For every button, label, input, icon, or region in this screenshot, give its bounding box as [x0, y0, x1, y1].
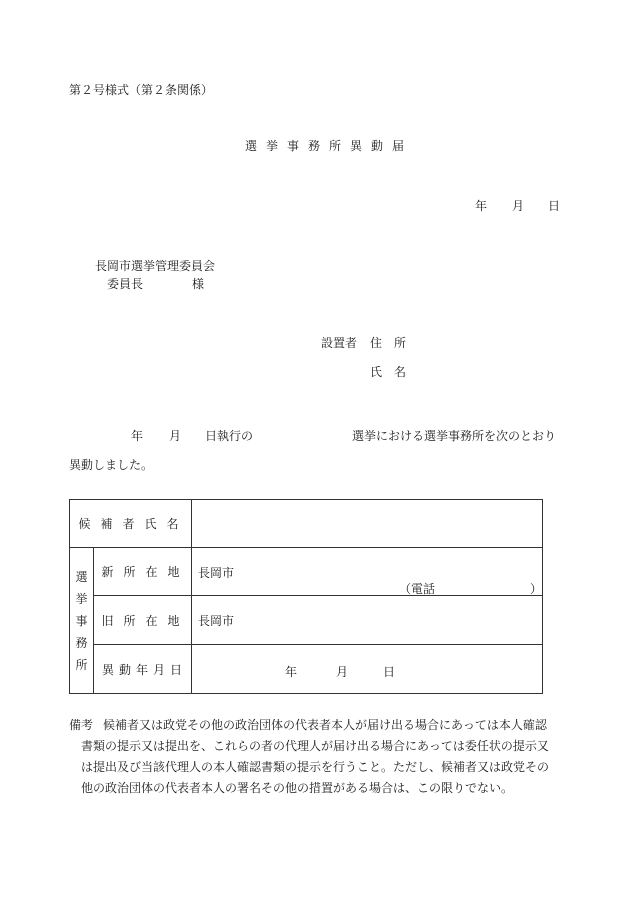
side-label-char: 選 — [75, 569, 88, 584]
addressee-chair: 委員長 — [107, 277, 144, 291]
new-location-value: 長岡市 — [198, 566, 235, 580]
office-change-table — [69, 499, 543, 694]
old-location-field[interactable] — [192, 596, 543, 645]
remarks-line: 書類の提示又は提出を、これらの者の代理人が届け出る場合にあっては委任状の提示又 — [81, 739, 549, 753]
date-year: 年 — [475, 199, 488, 213]
new-location-label: 新所在地 — [94, 548, 192, 596]
change-date-label: 異動年月日 — [94, 645, 192, 694]
phone-close: ） — [530, 582, 543, 596]
change-date-year: 年 — [285, 665, 298, 679]
body-day-exec: 日執行の — [205, 429, 254, 443]
remarks-line — [69, 715, 569, 736]
remarks — [69, 715, 569, 799]
date-month: 月 — [512, 199, 525, 213]
side-label-char: 所 — [75, 657, 88, 672]
remarks-line: 他の政治団体の代表者本人の署名その他の措置がある場合は、この限りでない。 — [81, 781, 514, 795]
applicant-address-label: 住 所 — [370, 336, 407, 350]
addressee-honorific: 様 — [192, 277, 205, 291]
change-date-field[interactable] — [192, 645, 543, 694]
new-location-field[interactable] — [192, 548, 543, 596]
remarks-label: 備考 — [69, 718, 94, 732]
candidate-name-label: 候補者氏名 — [70, 500, 192, 548]
remarks-line: は提出及び当該代理人の本人確認書類の提示を行うこと。ただし、候補者又は政党その — [81, 760, 550, 774]
old-location-label: 旧所在地 — [94, 596, 192, 645]
body-rest: 選挙における選挙事務所を次のとおり — [352, 429, 557, 443]
change-date-day: 日 — [383, 665, 396, 679]
candidate-name-field[interactable] — [192, 500, 543, 548]
body-year: 年 — [131, 429, 144, 443]
body-month: 月 — [169, 429, 182, 443]
page-title: 選挙事務所異動届 — [245, 139, 414, 153]
phone-label: （電話 — [399, 582, 436, 596]
election-office-side-label — [70, 548, 94, 694]
body-line2: 異動しました。 — [69, 458, 154, 472]
applicant-name-label: 氏 名 — [370, 365, 407, 379]
remarks-text: 候補者又は政党その他の政治団体の代表者本人が届け出る場合にあっては本人確認 — [103, 718, 547, 732]
side-label-char: 事 — [75, 613, 88, 628]
old-location-value: 長岡市 — [198, 613, 235, 628]
side-label-char: 務 — [75, 635, 88, 650]
addressee-org: 長岡市選挙管理委員会 — [95, 259, 216, 273]
side-label-char: 挙 — [75, 591, 88, 606]
change-date-month: 月 — [336, 665, 349, 679]
form-number: 第２号様式（第２条関係） — [69, 83, 214, 97]
applicant-label: 設置者 — [321, 336, 358, 350]
date-day: 日 — [548, 199, 561, 213]
